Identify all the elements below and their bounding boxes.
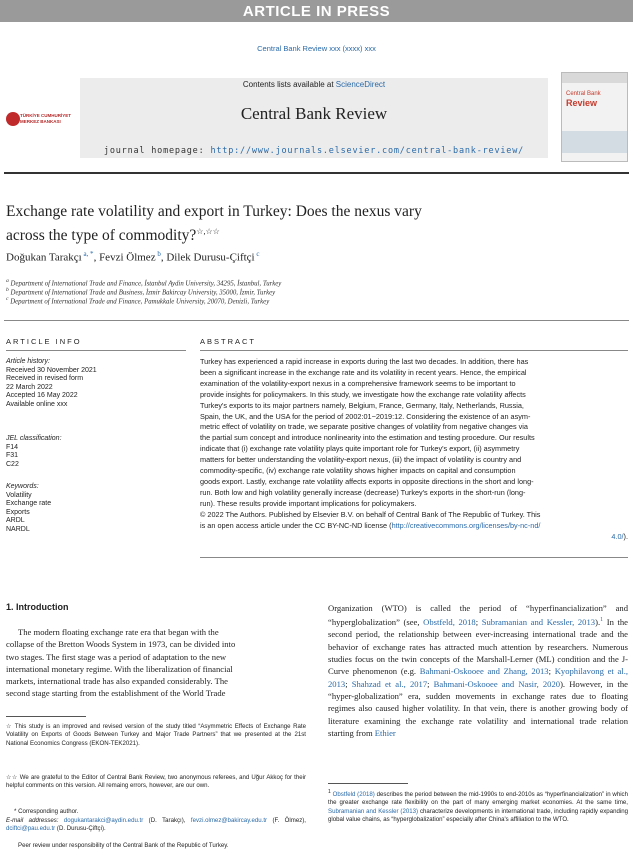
affiliation-text: Department of International Trade and Finance, Pamukkale University, 20070, Denizli, Turkey [10, 298, 270, 306]
keyword: Exchange rate [6, 500, 52, 508]
footnote-star1: ☆ This study is an improved and revised version of the study titled “Asymmetric Effects of Exchange Rate Volatility on Exports of Goods Between Turkey and Major Trade Partners” that we presented at the 21st National Economics Congress (EKON-TEK2021). [6, 723, 306, 747]
keywords-label: Keywords: [6, 483, 39, 490]
publisher-logo-line1: TÜRKİYE CUMHURİYET [20, 113, 72, 118]
citation-link[interactable]: Subramanian and Kessler, 2013 [481, 617, 596, 628]
footnote-rule [6, 716, 86, 717]
abstract-line: Spain, the UK, and the USA for the period of 2002:01−2019:12. Considering the existence of an asym- [200, 411, 531, 421]
email-link[interactable]: dciftci@pau.edu.tr [6, 825, 56, 833]
abstract-line: the partial sum concept and introduce nonlinearity into the estimation and testing procedure. Our results [200, 433, 535, 443]
abstract-heading: ABSTRACT [200, 337, 257, 346]
corresponding-author-note: * Corresponding author. [14, 808, 79, 815]
article-in-press-banner: ARTICLE IN PRESS [0, 0, 633, 22]
copyright-line: © 2022 The Authors. Published by Elsevier B.V. on behalf of Central Bank of The Republic of Turkey. This [200, 509, 541, 519]
footnote-text: characterize developments in international trade, including rapidly expanding global value chains, as “hyperglobalization” especially after China's affiliation to the WTO. [328, 807, 628, 824]
abstract-line: commodity-specific, (iv) exchange rate volatility shows higher impacts on capital and consumption [200, 466, 516, 476]
jel-code: F31 [6, 452, 19, 460]
history-item: Received 30 November 2021 [6, 366, 97, 374]
body-line: collapse of the Bretton Woods System in 1973, can be divided into [6, 639, 236, 650]
citation-link[interactable]: Kyophilavong et al., 2013 [328, 666, 628, 689]
email-owner: (D. Durusu-Çiftçi). [55, 825, 106, 833]
body-line: international monetary regime. With the liberalization of financial [6, 663, 233, 674]
email-link[interactable]: dogukantarakci@aydin.edu.tr [63, 817, 144, 824]
affiliation [6, 296, 269, 305]
email-link[interactable]: fevzi.olmez@bakircay.edu.tr [190, 817, 268, 824]
homepage-label: journal homepage: [103, 146, 211, 156]
abstract-line: run. Both low and high volatility generally increase (decrease) Turkey's exports in the short-run (long- [200, 487, 526, 497]
journal-reference[interactable]: Central Bank Review xxx (xxxx) xxx [257, 44, 376, 53]
keyword: ARDL [6, 517, 25, 525]
license-line [200, 521, 628, 532]
body-line: markets, international trade has also expanded considerably. The [6, 676, 228, 687]
footnote-mark: 1 [328, 789, 331, 795]
body-text: ; [548, 666, 555, 677]
affiliation [6, 287, 275, 296]
keyword: Volatility [6, 491, 32, 499]
abstract-line: indicate that (i) exchange rate volatility plays quite important role for Turkey's export, (ii) asymmetry [200, 444, 520, 454]
author-marks[interactable]: b [157, 250, 161, 258]
affiliation-text: Department of International Trade and Business, İzmir Bakircay University, 35000, İzmir, Turkey [10, 289, 276, 297]
citation-link[interactable]: Subramanian and Kessler (2013) [328, 807, 419, 815]
history-item: Received in revised form [6, 375, 84, 383]
section-rule [4, 320, 629, 321]
body-text: ). However, in the “hyper-globalization” era, sudden movements in exchange rates due to floating regimes also caused higher volatility. In that vein, there is another growing body of literature examining the exchange rate volatility and international trade relation starting from [328, 678, 628, 738]
affiliation-text: Department of International Trade and Finance, İstanbul Aydin University, 34295, İstanbul, Turkey [10, 280, 282, 288]
citation-link[interactable]: Shahzad et al., 2017 [351, 678, 428, 689]
email-addresses [6, 817, 306, 834]
author-list: Doğukan Tarakçı $^{a, *}$, Fevzi Ölmez $^b$, Dilek Durusu-Çiftçi $^c$ [6, 250, 260, 264]
sciencedirect-link[interactable]: ScienceDirect [335, 80, 386, 89]
body-text: ). [595, 617, 601, 628]
affiliation-mark: a [6, 278, 9, 284]
title-footnote-marks[interactable]: ☆,☆☆ [196, 227, 220, 236]
author-name[interactable]: Fevzi Ölmez [99, 251, 156, 264]
cover-title-line1: Central Bank [566, 91, 601, 97]
license-line-end [200, 532, 628, 543]
article-history [6, 358, 97, 410]
footnote-rule [328, 783, 408, 784]
body-text: ; [427, 678, 434, 689]
cover-top-bar [562, 73, 627, 83]
history-item: Accepted 16 May 2022 [6, 392, 78, 400]
license-link-end[interactable]: 4.0/ [611, 531, 624, 541]
abstract-line: been a significant increase in the exchange rate and its volatility in recent years. Hence, the empirical [200, 367, 527, 377]
footnote-link[interactable]: 1 [600, 617, 604, 624]
affiliation [6, 278, 281, 287]
citation-link[interactable]: Obstfeld, 2018 [423, 617, 476, 628]
introduction-column-left [6, 626, 306, 700]
journal-title: Central Bank Review [240, 104, 388, 123]
title-line2 [6, 222, 566, 246]
keywords [6, 483, 51, 535]
affiliation-mark: b [6, 287, 9, 293]
body-text: ; [345, 678, 352, 689]
email-label: E-mail addresses: [6, 817, 64, 824]
author-marks[interactable]: a, * [83, 250, 94, 258]
title-line1: Exchange rate volatility and export in Turkey: Does the nexus vary [6, 203, 422, 220]
history-item: Available online xxx [6, 400, 68, 408]
abstract-line: run). These results provide important implications for policymakers. [200, 498, 417, 508]
section-heading-introduction: 1. Introduction [6, 602, 69, 612]
keyword: Exports [6, 508, 30, 516]
jel-code: C22 [6, 460, 19, 468]
email-owner: (F. Ölmez), [267, 817, 306, 824]
affiliation-mark: c [6, 296, 9, 302]
header-rule [4, 172, 629, 174]
title-line2-text: across the type of commodity? [6, 227, 197, 245]
citation-link[interactable]: Bahmani-Oskooee and Zhang, 2013 [419, 666, 549, 677]
introduction-column-right [328, 602, 628, 739]
footnote-star2: ☆☆ We are grateful to the Editor of Central Bank Review, two anonymous referees, and Uğur Akkoç for their helpful comments on this version. All remaing errors, however, are our own. [6, 774, 306, 790]
history-label: Article history: [6, 358, 50, 365]
footnote-text: describes the period between the mid-1990s to end-2010s as “hyperfinancialization” in which the greater exchange rate flexibility on the part of many emerging market economies. At the same time, [328, 791, 628, 807]
article-title [6, 202, 566, 246]
citation-link[interactable]: Ethier [374, 727, 396, 738]
abstract-line: Turkey has experienced a rapid increase in exports during the last two decades. In addition, there has [200, 357, 529, 366]
cover-title-line2: Review [566, 98, 598, 108]
author-name[interactable]: Doğukan Tarakçı [6, 251, 82, 264]
abstract-rule [200, 350, 628, 351]
article-info-rule [6, 350, 186, 351]
body-line: two stages. The first stage was a period of adaptation to the new [6, 651, 227, 662]
abstract-line: provide insights for policymakers. In this study, we investigate how the exchange rate volatility affects [200, 389, 526, 399]
body-line: second stage starting from the establishment of the World Trade [6, 688, 226, 699]
email-owner: (D. Tarakçı), [143, 817, 191, 824]
citation-link[interactable]: Obstfeld (2018) [332, 791, 375, 799]
body-text: In the second period, the relationship between ever-increasing international trade and the behavior of exchange rates has attracted much attention by researchers. Numerous studies focus on the twin concepts of the Marshall-Lerner (ML) condition and the J-Curve phenomenon (e.g. [328, 617, 628, 677]
body-text: ; [475, 617, 482, 628]
author-marks[interactable]: c [256, 250, 260, 258]
citation-link[interactable]: Bahmani-Oskooee and Nasir, 2020 [433, 678, 561, 689]
abstract-line: metric effect of volatility on trade, we separate positive changes of volatility from negative changes via [200, 422, 528, 432]
author-name[interactable]: Dilek Durusu-Çiftçi [166, 251, 255, 264]
jel-classification [6, 435, 62, 469]
abstract-line: goods export. Lastly, exchange rate volatility affects exports in opposite directions in the short and long- [200, 476, 534, 486]
contents-line [80, 80, 548, 89]
history-item: 22 March 2022 [6, 383, 53, 391]
footnote-1 [328, 788, 628, 825]
abstract-line: matters for better understanding the volatility-export nexus, (iii) the impact of volatility is country and [200, 455, 522, 465]
seal-icon [6, 112, 20, 126]
license-close: ). [623, 531, 628, 541]
body-text: Organization (WTO) is called the period of “hyperfinancialization” and “hyperglobalization” (see, [328, 603, 628, 628]
jel-label: JEL classification: [6, 435, 62, 442]
peer-review-note: Peer review under responsibility of the Central Bank of the Republic of Turkey. [18, 842, 229, 849]
abstract-line: Turkey's exports to its major partners namely, Belgium, France, Germany, Italy, Netherlands, Russia, [200, 400, 524, 410]
contents-prefix: Contents lists available at [242, 80, 336, 89]
abstract-bottom-rule [200, 557, 628, 558]
body-line: The modern floating exchange rate era that began with the [18, 627, 219, 637]
publisher-logo-line2: MERKEZ BANKASI [20, 119, 61, 124]
journal-cover-thumbnail [561, 72, 628, 162]
article-info-heading: ARTICLE INFO [6, 337, 82, 346]
jel-code: F14 [6, 443, 19, 451]
license-link[interactable]: http://creativecommons.org/licenses/by-nc-nd/ [391, 520, 541, 530]
cover-stripe [562, 131, 627, 153]
keyword: NARDL [6, 525, 30, 533]
abstract-body [200, 357, 628, 542]
abstract-line: examination of the volatility-export nexus in a comprehensive framework seems to be important to [200, 378, 516, 388]
homepage-link[interactable]: http://www.journals.elsevier.com/central-bank-review/ [210, 146, 525, 156]
journal-homepage [80, 146, 548, 156]
license-text: is an open access article under the CC BY-NC-ND license ( [200, 520, 392, 530]
